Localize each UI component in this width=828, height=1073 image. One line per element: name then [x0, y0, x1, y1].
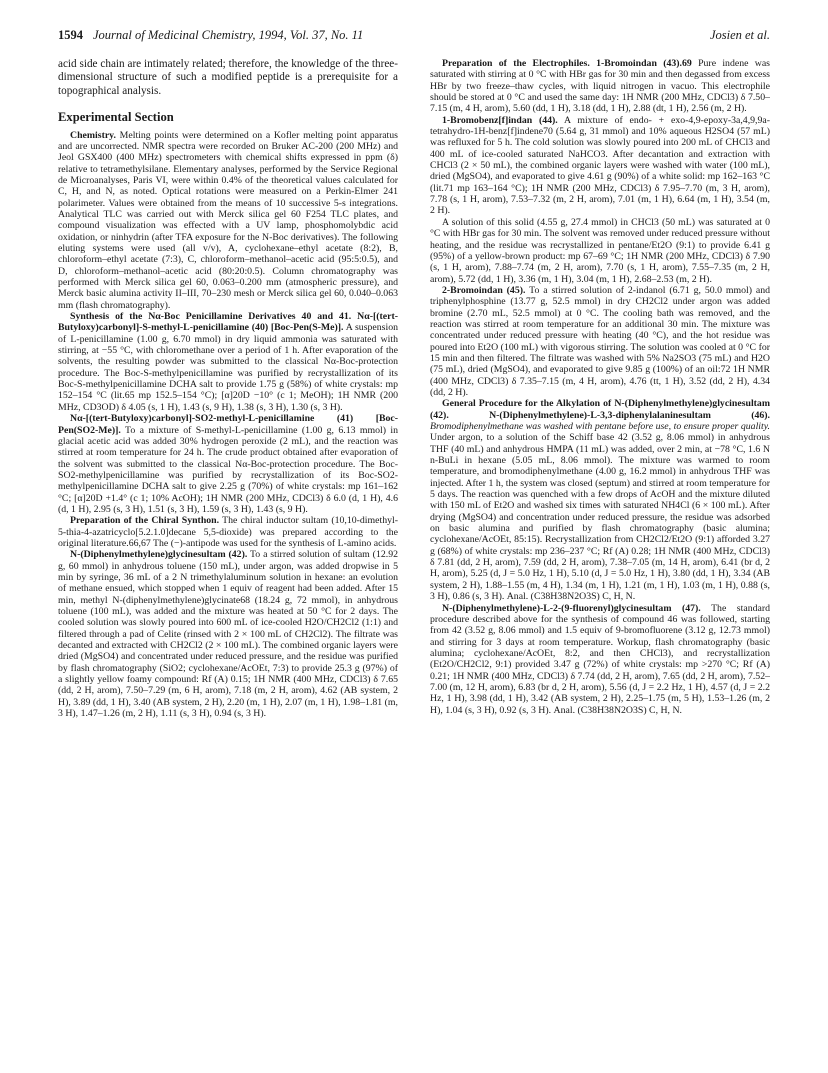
paragraph-text: The chiral inductor sultam (10,10-dimethyl-5-thia-4-azatricyclo[5.2.1.0]decane 5,5-dioxide) was prepared according to the original literature.66,67 The (−)-antipode was used for the synthesis of L-amino acids.: [58, 515, 398, 549]
paragraph-text: Under argon, to a solution of the Schiff base 42 (3.52 g, 8.06 mmol) in anhydrous THF (40 mL) and anhydrous HMPA (11 mL) was added, over 2 min, at −78 °C, 1.6 N n-BuLi in hexane (5.05 mL, 8.06 mmol). The mixture was warmed to room temperature, and bromodiphenylmethane (4.00 g, 16.2 mmol) in anhydrous THF was injected. After 1 h, the system was closed (septum) and stirred at room temperature for 5 days. The reaction was quenched with a few drops of AcOH and the mixture diluted with 150 mL of Et2O and washed six times with saturated NH4Cl (6 × 100 mL). After drying (MgSO4) and concentration under reduced pressure, the residue was adsorbed on basic alumina and purified by flash chromatography (basic alumina; cyclohexane/AcOEt, 85:15). Recrystallization from CH2Cl2/Et2O (9:1) afforded 3.27 g (68%) of white crystals: mp 236–237 °C; Rf (A) 0.28; 1H NMR (400 MHz, CDCl3) δ 7.81 (dd, 2 H, arom), 7.59 (dd, 2 H, arom), 7.38–7.05 (m, 14 H, arom), 6.41 (br d, 2 H, arom), 5.25 (d, J = 5.0 Hz, 1 H), 5.10 (d, J = 5.0 Hz, 1 H), 3.80 (dd, 1 H), 3.34 (AB system, 2 H), 1.88–1.55 (m, 4 H), 1.34 (m, 1 H), 1.21 (m, 1 H), 1.03 (m, 1 H), 0.88 (s, 3 H), 0.86 (s, 3 H). Anal. (C38H38N2O3S) C, H, N.: [430, 432, 770, 603]
paragraph-text: To a stirred solution of 2-indanol (6.71 g, 50.0 mmol) and triphenylphosphine (13.77 g, 52.5 mmol) in dry CH2Cl2 under argon was added bromine (2.70 mL, 52.5 mmol) at 0 °C. The cooling bath was removed, and the reaction was stirred at room temperature for an additional 30 min. The mixture was concentrated under reduced pressure with heating (40 °C), and the hot residue was poured into Et2O (100 mL) with vigorous stirring. The solution was cooled at 0 °C for 15 min and then filtered. The filtrate was washed with 5% Na2SO3 (75 mL) and H2O (75 mL), dried (MgSO4), and evaporated to give 9.85 g (100%) of an oil:72 1H NMR (400 MHz, CDCl3) δ 7.35–7.15 (m, 4 H, arom), 4.76 (tt, 1 H), 3.52 (dd, 2 H), 4.34 (dd, 2 H).: [430, 284, 770, 398]
paragraph-text: Melting points were determined on a Kofler melting point apparatus and are uncorrected. NMR spectra were recorded on Bruker AC-200 (200 MHz) and Jeol GSX400 (400 MHz) spectrometers with chemical shifts expressed in ppm (δ) relative to tetramethylsilane. Elementary analyses, performed by the Service Regional de Microanalyses, Paris VI, were within 0.4% of the theoretical values calculated for C, H, and N, as noted. Optical rotations were measured on a Perkin-Elmer 241 polarimeter. Values were obtained from the means of 10 successive 5-s integrations. Analytical TLC was carried out with Merck silica gel 60 F254 TLC plates, and compound visualization was effected with a UV lamp, phosphomolybdic acid oxidation, or ninhydrin (after TFA exposure for the N-Boc derivatives). The following eluting systems were used (all v/v), A, cyclohexane–ethyl acetate (8:2), B, chloroform–ethyl acetate (7:3), C, chloroform–methanol–acetic acid (95:5:0.5), and D, chloroform–methanol–acetic acid (80:20:0.5). Column chromatography was performed with Merck silica gel 60, 0.063–0.200 mm (atmospheric pressure), and Merck basic alumina activity II–III, 70–230 mesh or Merck silica gel 60, 0.040–0.063 mm (flash chromatography).: [58, 129, 398, 311]
paragraph-text: A suspension of L-penicillamine (1.00 g, 6.70 mmol) in dry liquid ammonia was saturated with stirring, at −55 °C, with chloromethane over a period of 1 h. After evaporation of the solvents, the resulting powder was submitted to the classical Nα-Boc-protection procedure. The Boc-S-methylpenicillamine was purified by recrystallization of its Boc-S-methylpenicillamine DCHA salt to provide 1.75 g (58%) of white crystals: mp 152–154 °C (lit.65 mp 152.5–154 °C); [α]20D −10° (c 1; MeOH); 1H NMR (200 MHz, CD3OD) δ 4.05 (s, 1 H), 1.43 (s, 9 H), 1.38 (s, 3 H), 1.30 (s, 3 H).: [58, 322, 398, 413]
paragraph-compound-42: [58, 549, 398, 719]
left-column: [58, 58, 398, 1055]
run-in-heading: General Procedure for the Alkylation of N-(Diphenylmethylene)glycinesultam (42). N-(Diphenylmethylene)-L-3,3-diphenylalaninesultam (46).: [430, 398, 770, 421]
paragraph-compound-45: [430, 285, 770, 398]
section-heading: Experimental Section: [58, 110, 174, 125]
run-in-heading: 2-Bromoindan (45).: [442, 284, 526, 296]
paragraph-compound-44-continued: A solution of this solid (4.55 g, 27.4 mmol) in CHCl3 (50 mL) was saturated at 0 °C with HBr gas for 30 min. The solvent was removed under reduced pressure without heating, and the residue was recrystallized in pentane/Et2O (9:1) to provide 6.41 g (95%) of a yellow-brown product: mp 67–69 °C; 1H NMR (200 MHz, CDCl3) δ 7.90 (s, 1 H, arom), 7.88–7.74 (m, 2 H, arom), 7.70 (s, 1 H, arom), 7.55–7.35 (m, 2 H, arom), 5.72 (dd, 1 H), 3.36 (m, 1 H), 3.04 (m, 1 H), 2.68–2.53 (m, 2 H).: [430, 216, 770, 285]
paragraph-text: To a stirred solution of sultam (12.92 g, 60 mmol) in anhydrous toluene (150 mL), under argon, was added dropwise in 5 min by syringe, 36 mL of a 2 N trimethylaluminum solution in hexane: an evolution of methane ensued, which stopped when 1 equiv of reagent had been added. After 15 min, methyl N-(diphenylmethylene)glycinate68 (18.24 g, 72 mmol), in anhydrous toluene (100 mL), was added and the mixture was heated at 50 °C for 2 days. The cooled solution was slowly poured into 600 mL of ice-cooled H2O/CH2Cl2 (1:1) and filtered through a pad of Celite (rinsed with 2 × 100 mL of CH2Cl2). The filtrate was decanted and extracted with CH2Cl2 (2 × 100 mL). The combined organic layers were dried (MgSO4) and concentrated under reduced pressure, and the residue was purified by flash chromatography (SiO2; cyclohexane/AcOEt, 7:3) to provide 25.3 g (97%) of a slightly yellow foamy compound: Rf (A) 0.15; 1H NMR (400 MHz, CDCl3) δ 7.65 (dd, 2 H, arom), 7.50–7.29 (m, 6 H, arom), 7.18 (m, 2 H, arom), 4.62 (AB system, 2 H), 3.89 (dd, 1 H), 3.40 (AB system, 2 H), 2.20 (m, 1 H), 2.07 (m, 1 H), 1.98–1.81 (m, 3 H), 1.47–1.26 (m, 2 H), 1.11 (s, 3 H), 0.94 (s, 3 H).: [58, 549, 398, 720]
paragraph-text: The standard procedure described above for the synthesis of compound 46 was followed, starting from 42 (3.52 g, 8.06 mmol) and 1.5 equiv of 9-bromofluorene (3.12 g, 12.73 mmol) and stirring for 3 days at room temperature. Workup, flash chromatography (basic alumina; cyclohexane/AcOEt, 8:2, and then CHCl3), and recrystallization (Et2O/CH2Cl2, 9:1) provided 3.47 g (72%) of white crystals: mp >270 °C; Rf (A) 0.21; 1H NMR (400 MHz, CDCl3) δ 7.74 (dd, 2 H, arom), 7.65 (dd, 2 H, arom), 7.52–7.00 (m, 12 H, arom), 6.83 (br d, 2 H, arom), 5.56 (d, J = 2.2 Hz, 1 H), 4.57 (d, J = 2.2 Hz, 1 H), 3.98 (dd, 1 H), 3.42 (AB system, 2 H), 2.25–1.75 (m, 5 H), 1.53–1.26 (m, 2 H), 1.04 (s, 3 H), 0.92 (s, 3 H). Anal. (C38H38N2O3S) C, H, N.: [430, 602, 770, 716]
running-header: [58, 28, 770, 50]
paragraph-compound-44: [430, 115, 770, 217]
paragraph-alkylation: [430, 398, 770, 602]
page-number: 1594: [58, 28, 83, 42]
run-in-heading: Nα-[(tert-Butyloxy)carbonyl]-SO2-methyl-L-penicillamine (41) [Boc-Pen(SO2-Me)].: [58, 413, 398, 436]
run-in-heading: Chemistry.: [70, 129, 116, 141]
running-author: Josien et al.: [709, 28, 770, 42]
paragraph-synthesis-41: [58, 413, 398, 515]
run-in-heading: Synthesis of the Nα-Boc Penicillamine Derivatives 40 and 41. Nα-[(tert-Butyloxy)carbonyl]-S-methyl-L-penicillamine (40) [Boc-Pen(S-Me)].: [58, 311, 398, 334]
right-column: [430, 58, 770, 1055]
run-in-heading: N-(Diphenylmethylene)-L-2-(9-fluorenyl)glycinesultam (47).: [442, 602, 701, 614]
paragraph-chiral-synthon: [58, 515, 398, 549]
paragraph-chemistry: [58, 130, 398, 312]
paragraph-text: Pure indene was saturated with stirring at 0 °C with HBr gas for 30 min and then degassed from excess HBr by two freeze–thaw cycles, with liquid nitrogen in vacuo. This electrophile should be stored at 0 °C and used the same day: 1H NMR (200 MHz, CDCl3) δ 7.50–7.15 (m, 4 H, arom), 5.60 (dd, 1 H), 3.18 (dd, 1 H), 2.88 (dt, 1 H), 2.56 (m, 2 H).: [430, 58, 770, 115]
paragraph-compound-47: [430, 603, 770, 716]
italic-note: Bromodiphenylmethane was washed with pentane before use, to ensure proper quality.: [430, 421, 770, 432]
run-in-heading: N-(Diphenylmethylene)glycinesultam (42).: [70, 549, 248, 561]
paragraph-synthesis-40: [58, 311, 398, 413]
paragraph-text: To a mixture of S-methyl-L-penicillamine (1.00 g, 6.13 mmol) in glacial acetic acid was added 30% hydrogen peroxide (2 mL), and the reaction was stirred at room temperature for 24 h. The crude product obtained after evaporation of the solvent was submitted to the classical Nα-Boc-protection procedure. The Boc-SO2-methylpenicillamine was purified by recrystallization of its Boc-SO2-methylpenicillamine DCHA salt to give 2.25 g (70%) of white crystals: mp 161–162 °C; [α]20D +1.4° (c 1; 10% AcOH); 1H NMR (200 MHz, CDCl3) δ 6.0 (d, 1 H), 4.6 (d, 1 H), 2.95 (s, 3 H), 1.51 (s, 3 H), 1.59 (s, 3 H), 1.43 (s, 9 H).: [58, 424, 398, 515]
journal-citation: Journal of Medicinal Chemistry, 1994, Vol. 37, No. 11: [93, 28, 364, 42]
paragraph-electrophiles: [430, 58, 770, 115]
run-in-heading: Preparation of the Electrophiles. 1-Bromoindan (43).69: [442, 58, 692, 69]
run-in-heading: 1-Bromobenz[f]indan (44).: [442, 114, 558, 126]
paragraph-text: A mixture of endo- + exo-4,9-epoxy-3a,4,9,9a-tetrahydro-1H-benz[f]indene70 (5.64 g, 31 mmol) and 10% aqueous H2SO4 (57 mL) was refluxed for 5 h. The cold solution was slowly poured into 200 mL of CHCl3 and 400 mL of ice-cooled saturated NaHCO3. After decantation and extraction with CHCl3 (2 × 50 mL), the combined organic layers were washed with water (100 mL), dried (MgSO4), and evaporated to give 4.61 g (90%) of a white solid: mp 162–163 °C (lit.71 mp 163–164 °C); 1H NMR (200 MHz, CDCl3) δ 7.95–7.70 (m, 3 H, arom), 7.78 (s, 1 H, arom), 7.53–7.32 (m, 2 H, arom), 7.01 (m, 1 H), 6.64 (m, 1 H), 3.54 (m, 2 H).: [430, 114, 770, 217]
intro-paragraph: acid side chain are intimately related; therefore, the knowledge of the three-dimensional structure of such a modified peptide is a prerequisite for a topographical analysis.: [58, 58, 398, 97]
run-in-heading: Preparation of the Chiral Synthon.: [70, 515, 220, 527]
